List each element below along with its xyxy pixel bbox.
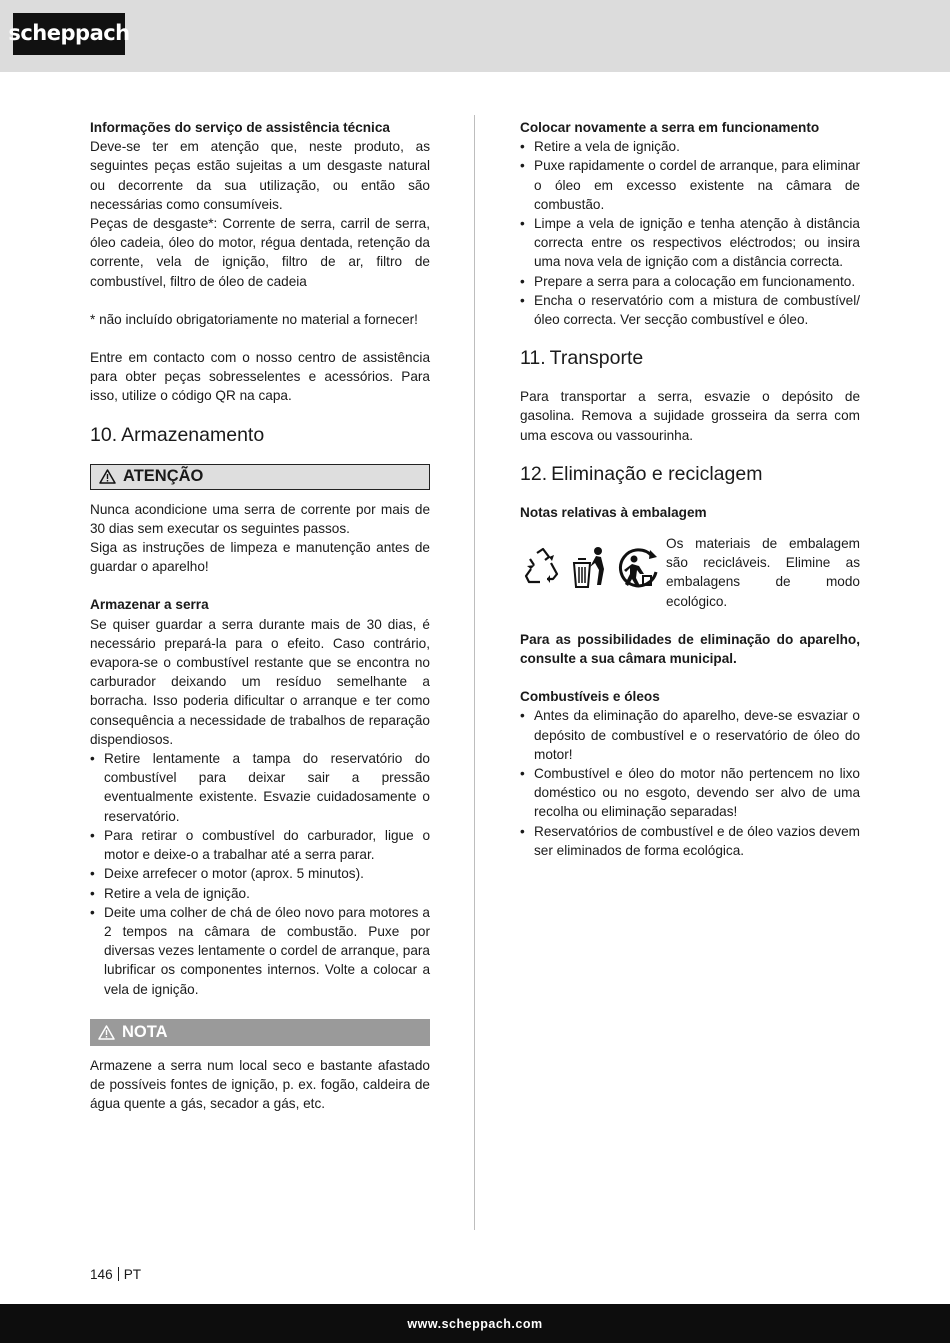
list-item: • Antes da eliminação do aparelho, deve-se esvaziar o depósito de combustível e o reservatório de óleo do motor! — [520, 706, 860, 764]
section-number: 12. — [520, 462, 548, 485]
recycling-icons — [520, 534, 666, 597]
bin-disposal-icon — [572, 545, 608, 596]
tidyman-icon — [614, 544, 662, 597]
fuel-heading: Combustíveis e óleos — [520, 689, 660, 705]
left-column — [90, 118, 430, 1113]
restart-list — [520, 137, 860, 329]
section-number: 11. — [520, 347, 546, 370]
section-title: Armazenamento — [121, 423, 265, 446]
disposal-note: Para as possibilidades de eliminação do aparelho, consulte a sua câmara municipal. — [520, 631, 860, 667]
list-item: • Puxe rapidamente o cordel de arranque, para eliminar o óleo em excesso existente na câmara de combustão. — [520, 156, 860, 214]
service-paragraph-4: Entre em contacto com o nosso centro de assistência para obter peças sobresselentes e acessórios. Para isso, utilize o código QR na capa. — [90, 350, 430, 404]
list-item: • Retire a vela de ignição. — [520, 137, 860, 156]
warning-box — [90, 464, 430, 490]
scheppach-logo: scheppach — [13, 13, 125, 55]
store-heading: Armazenar a serra — [90, 597, 209, 613]
service-paragraph-2: Peças de desgaste*: Corrente de serra, carril de serra, óleo cadeia, óleo do motor, régua dentada, retenção da corrente, vela de ignição, filtro de ar, filtro de combustível, filtro de óleo de cadeia — [90, 216, 430, 289]
recycle-icon — [520, 545, 566, 596]
section-12-heading — [520, 461, 860, 487]
service-footnote: * não incluído obrigatoriamente no material a fornecer! — [90, 311, 418, 327]
list-item: • Combustível e óleo do motor não pertencem no lixo doméstico ou no esgoto, devendo ser alvo de uma recolha ou eliminação separadas! — [520, 764, 860, 822]
website-url: www.scheppach.com — [407, 1317, 543, 1331]
page-number — [90, 1265, 141, 1284]
warning-paragraph-2: Siga as instruções de limpeza e manutenção antes de guardar o aparelho! — [90, 540, 430, 575]
packaging-heading: Notas relativas à embalagem — [520, 504, 707, 520]
list-item: • Retire lentamente a tampa do reservatório do combustível para deixar sair a pressão eventualmente existente. Esvazie cuidadosamente o reservatório. — [90, 749, 430, 826]
warning-triangle-icon — [98, 1025, 115, 1040]
packaging-block — [520, 534, 860, 611]
transport-paragraph: Para transportar a serra, esvazie o depósito de gasolina. Remova a sujidade grosseira da serra com uma escova ou vassourinha. — [520, 389, 860, 443]
list-item: • Deixe arrefecer o motor (aprox. 5 minutos). — [90, 864, 430, 883]
note-paragraph: Armazene a serra num local seco e bastante afastado de possíveis fontes de ignição, p. ex. fogão, caldeira de água quente a gás, secador a gás, etc. — [90, 1057, 430, 1112]
note-box — [90, 1019, 430, 1046]
page-footer — [0, 1304, 950, 1343]
section-11-heading — [520, 345, 860, 371]
warning-triangle-icon — [99, 469, 116, 484]
restart-heading: Colocar novamente a serra em funcionamento — [520, 120, 820, 135]
store-list — [90, 749, 430, 999]
list-item: • Retire a vela de ignição. — [90, 884, 430, 903]
warning-paragraph-1: Nunca acondicione uma serra de corrente por mais de 30 dias sem executar os seguintes passos. — [90, 501, 430, 536]
list-item: • Reservatórios de combustível e de óleo vazios devem ser eliminados de forma ecológica. — [520, 822, 860, 860]
store-paragraph: Se quiser guardar a serra durante mais de 30 dias, é necessário prepará-la para o efeito. Caso contrário, evapora-se o combustível restante que se encontra no carburador deixando um resíduo semelhante a borracha. Isso poderia dificultar o arranque e ter como consequência a necessidade de trabalhos de reparação dispendiosos. — [90, 616, 430, 747]
section-10-heading — [90, 422, 430, 448]
page-number-value: 146 — [90, 1267, 113, 1282]
warning-label: ATENÇÃO — [123, 467, 204, 486]
packaging-paragraph: Os materiais de embalagem são recicláveis. Elimine as embalagens de modo ecológico. — [666, 536, 860, 609]
list-item: • Para retirar o combustível do carburador, ligue o motor e deixe-o a trabalhar até a serra parar. — [90, 826, 430, 864]
section-title: Transporte — [549, 347, 644, 370]
fuel-list — [520, 706, 860, 860]
language-code: PT — [123, 1267, 142, 1282]
list-item: • Deite uma colher de chá de óleo novo para motores a 2 tempos na câmara de combustão. Puxe por diversas vezes lentamente o cordel de arranque, para lubrificar os componentes internos. Volte a colocar a vela de ignição. — [90, 903, 430, 999]
service-paragraph-1: Deve-se ter em atenção que, neste produto, as seguintes peças estão sujeitas a um desgaste natural ou decorrente da sua utilização, ou então são necessárias como consumíveis. — [90, 139, 430, 212]
section-number: 10. — [90, 423, 118, 446]
page-header — [0, 0, 950, 72]
column-divider — [474, 115, 475, 1230]
list-item: • Limpe a vela de ignição e tenha atenção à distância correcta entre os respectivos eléctrodos; ou insira uma nova vela de ignição com a distância correcta. — [520, 214, 860, 272]
note-label: NOTA — [122, 1022, 168, 1041]
service-heading: Informações do serviço de assistência técnica — [90, 120, 390, 135]
section-title: Eliminação e reciclagem — [551, 462, 763, 485]
list-item: • Prepare a serra para a colocação em funcionamento. — [520, 272, 860, 291]
right-column — [520, 118, 860, 860]
list-item: • Encha o reservatório com a mistura de combustível/óleo correcta. Ver secção combustível e óleo. — [520, 291, 860, 329]
